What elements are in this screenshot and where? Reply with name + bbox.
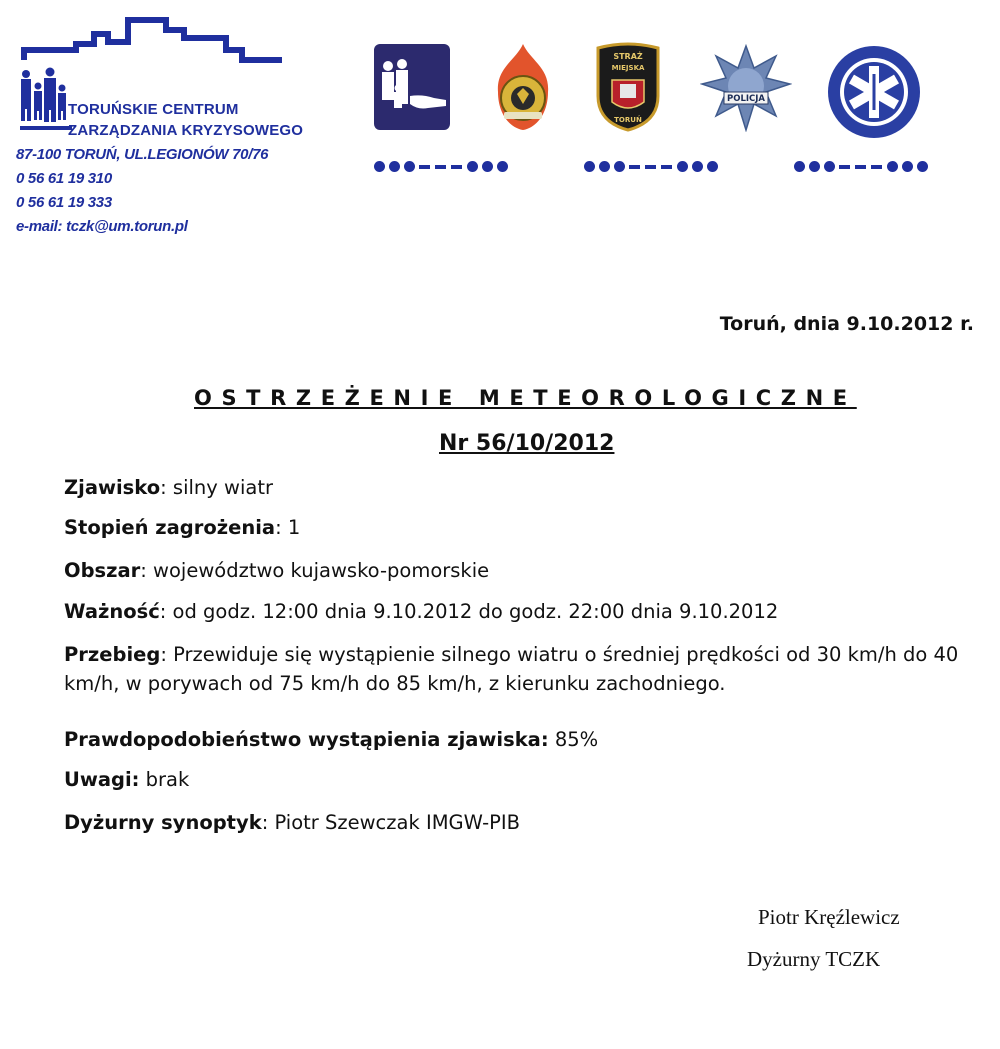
field-waznosc-label: Ważność [64,600,160,623]
police-logo [700,44,792,136]
separator-2 [584,156,722,170]
svg-text:TORUŃ: TORUŃ [614,116,642,124]
family-care-logo [374,44,450,134]
org-name-line2: ZARZĄDZANIA KRYZYSOWEGO [68,122,304,139]
field-stopien-label: Stopień zagrożenia [64,516,276,539]
field-przebieg [64,640,964,698]
svg-text:MIEJSKA: MIEJSKA [611,64,645,72]
svg-text:STRAŻ: STRAŻ [613,52,643,61]
separator-1 [374,156,512,170]
city-guard-logo [594,42,662,136]
signature-name: Piotr Kręźlewicz [758,905,900,929]
org-address: 87-100 TORUŃ, UL.LEGIONÓW 70/76 [16,146,269,163]
document-number: Nr 56/10/2012 [439,431,615,456]
separator-3 [794,156,932,170]
field-uwagi [64,765,189,794]
field-prawdopodobienstwo [64,725,598,754]
field-zjawisko-label: Zjawisko [64,476,161,499]
field-waznosc [64,597,778,626]
field-stopien [64,513,300,542]
org-name-line1: TORUŃSKIE CENTRUM [68,101,239,118]
field-obszar [64,556,489,585]
signature-role: Dyżurny TCZK [747,947,881,971]
field-synoptyk [64,808,520,837]
org-phone-2: 0 56 61 19 333 [16,194,112,211]
field-obszar-label: Obszar [64,559,141,582]
fire-service-logo [490,42,556,136]
org-email: e-mail: tczk@um.torun.pl [16,218,188,235]
field-prawdopodobienstwo-value: 85% [548,728,599,751]
field-waznosc-value: : od godz. 12:00 dnia 9.10.2012 do godz. 22:00 dnia 9.10.2012 [159,600,779,623]
field-uwagi-label: Uwagi: [64,768,140,791]
field-uwagi-value: brak [139,768,190,791]
medical-rescue-logo [826,44,922,144]
field-prawdopodobienstwo-label: Prawdopodobieństwo wystąpienia zjawiska: [64,728,549,751]
document-date: Toruń, dnia 9.10.2012 r. [719,313,974,335]
field-synoptyk-label: Dyżurny synoptyk [64,811,262,834]
field-obszar-value: : województwo kujawsko-pomorskie [140,559,490,582]
field-przebieg-label: Przebieg [64,643,161,666]
field-synoptyk-value: : Piotr Szewczak IMGW-PIB [261,811,521,834]
field-stopien-value: : 1 [275,516,301,539]
field-zjawisko-value: : silny wiatr [160,476,273,499]
field-zjawisko [64,473,273,502]
svg-text:POLICJA: POLICJA [726,94,766,104]
document-title: OSTRZEŻENIE METEOROLOGICZNE [194,386,857,410]
field-przebieg-value: : Przewiduje się wystąpienie silnego wiatru o średniej prędkości od 30 km/h do 40 km/h, w porywach od 75 km/h do 85 km/h, z kierunku zachodniego. [64,643,959,695]
org-phone-1: 0 56 61 19 310 [16,170,112,187]
